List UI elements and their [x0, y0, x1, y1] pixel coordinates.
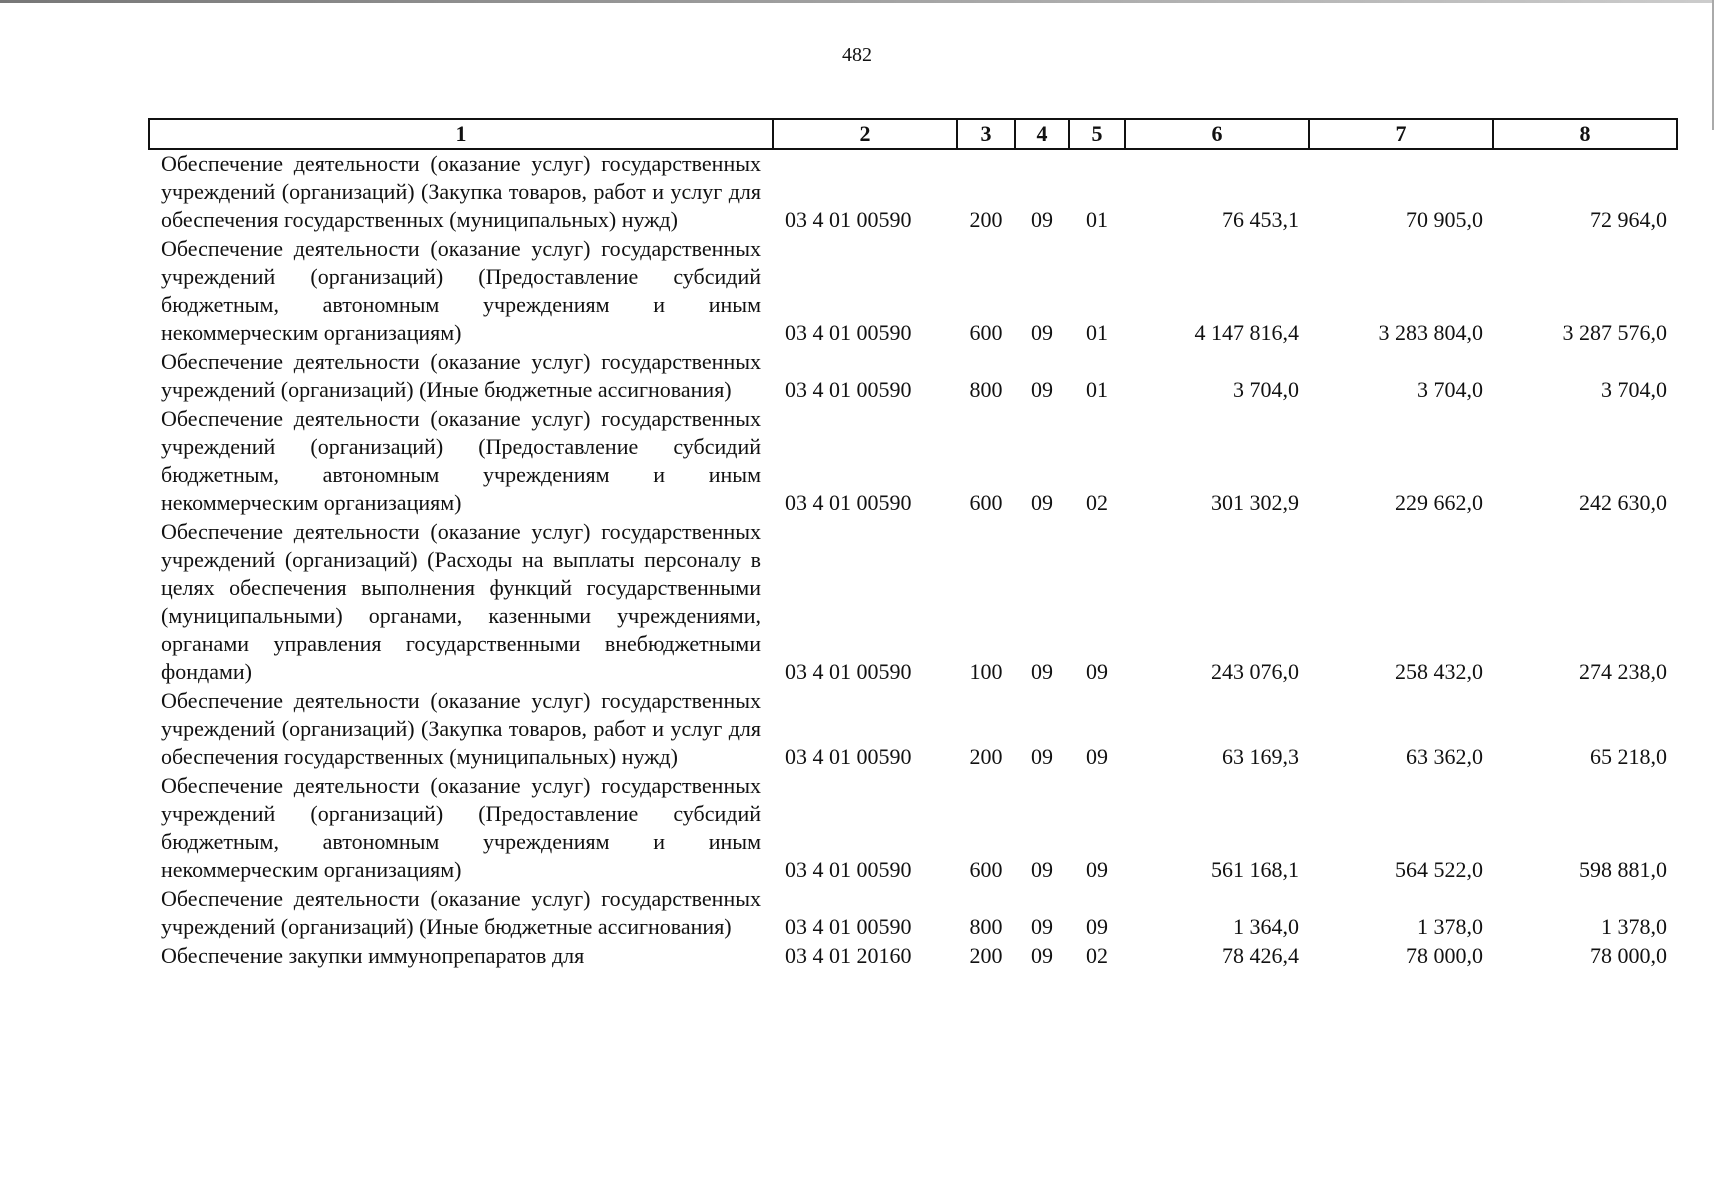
row-col-8: 274 238,0 — [1579, 659, 1667, 684]
header-col-7: 7 — [1309, 119, 1493, 149]
row-description: Обеспечение деятельности (оказание услуг) государственных учреждений (организаций) (Предоставление субсидий бюджетным, автономным учреждениям и иным некоммерческим организациям) — [161, 406, 761, 515]
row-col-3: 800 — [969, 914, 1003, 939]
header-col-5: 5 — [1069, 119, 1125, 149]
row-col-7: 258 432,0 — [1395, 659, 1483, 684]
row-col-8: 72 964,0 — [1590, 207, 1667, 232]
row-col-4: 09 — [1031, 744, 1053, 769]
header-col-8: 8 — [1493, 119, 1677, 149]
row-col-8: 242 630,0 — [1579, 490, 1667, 515]
row-col-7: 3 704,0 — [1417, 377, 1483, 402]
row-description: Обеспечение деятельности (оказание услуг) государственных учреждений (организаций) (Предоставление субсидий бюджетным, автономным учреждениям и иным некоммерческим организациям) — [161, 773, 761, 882]
row-col-8: 598 881,0 — [1579, 857, 1667, 882]
row-col-6: 1 364,0 — [1233, 914, 1299, 939]
row-col-5: 09 — [1086, 857, 1108, 882]
row-description: Обеспечение деятельности (оказание услуг) государственных учреждений (организаций) (Предоставление субсидий бюджетным, автономным учреждениям и иным некоммерческим организациям) — [161, 236, 761, 345]
row-col-4: 09 — [1031, 914, 1053, 939]
row-col-3: 600 — [969, 857, 1003, 882]
row-col-8: 1 378,0 — [1601, 914, 1667, 939]
row-code: 03 4 01 00590 — [785, 207, 912, 232]
row-col-6: 3 704,0 — [1233, 377, 1299, 402]
row-col-8: 3 704,0 — [1601, 377, 1667, 402]
row-code: 03 4 01 00590 — [785, 490, 912, 515]
row-col-7: 229 662,0 — [1395, 490, 1483, 515]
row-col-4: 09 — [1031, 943, 1053, 968]
row-col-4: 09 — [1031, 207, 1053, 232]
row-col-5: 09 — [1086, 744, 1108, 769]
row-col-3: 600 — [969, 490, 1003, 515]
row-col-4: 09 — [1031, 857, 1053, 882]
header-col-2: 2 — [773, 119, 957, 149]
row-description: Обеспечение деятельности (оказание услуг) государственных учреждений (организаций) (Иные бюджетные ассигнования) — [161, 349, 761, 402]
row-col-6: 4 147 816,4 — [1194, 320, 1299, 345]
row-col-4: 09 — [1031, 377, 1053, 402]
row-code: 03 4 01 00590 — [785, 914, 912, 939]
row-code: 03 4 01 00590 — [785, 744, 912, 769]
row-col-3: 200 — [969, 943, 1003, 968]
row-col-6: 76 453,1 — [1222, 207, 1299, 232]
row-col-5: 01 — [1086, 377, 1108, 402]
row-description: Обеспечение деятельности (оказание услуг) государственных учреждений (организаций) (Закупка товаров, работ и услуг для обеспечения государственных (муниципальных) нужд) — [161, 151, 761, 232]
row-description: Обеспечение закупки иммунопрепаратов для — [161, 943, 585, 968]
row-code: 03 4 01 00590 — [785, 659, 912, 684]
row-col-3: 200 — [969, 207, 1003, 232]
table-row — [149, 235, 1677, 348]
row-col-6: 243 076,0 — [1211, 659, 1299, 684]
row-code: 03 4 01 00590 — [785, 377, 912, 402]
row-code: 03 4 01 00590 — [785, 320, 912, 345]
table-row — [149, 942, 1677, 971]
header-col-6: 6 — [1125, 119, 1309, 149]
row-col-6: 301 302,9 — [1211, 490, 1299, 515]
row-col-3: 600 — [969, 320, 1003, 345]
page-number: 482 — [842, 44, 872, 66]
table-row — [149, 149, 1677, 235]
row-col-7: 1 378,0 — [1417, 914, 1483, 939]
table-row — [149, 348, 1677, 405]
row-description: Обеспечение деятельности (оказание услуг) государственных учреждений (организаций) (Иные бюджетные ассигнования) — [161, 886, 761, 939]
scan-edge — [0, 0, 1714, 3]
table-row — [149, 885, 1677, 942]
table-row — [149, 405, 1677, 518]
row-col-4: 09 — [1031, 320, 1053, 345]
row-col-3: 200 — [969, 744, 1003, 769]
row-col-6: 78 426,4 — [1222, 943, 1299, 968]
row-col-7: 3 283 804,0 — [1378, 320, 1483, 345]
row-col-6: 63 169,3 — [1222, 744, 1299, 769]
row-description: Обеспечение деятельности (оказание услуг) государственных учреждений (организаций) (Расходы на выплаты персоналу в целях обеспечения выполнения функций государственными (муниципальными) органами, казенными учреждениями, органами управления государственными внебюджетными фондами) — [161, 519, 761, 684]
row-col-5: 09 — [1086, 914, 1108, 939]
budget-table — [148, 118, 1678, 971]
row-col-4: 09 — [1031, 490, 1053, 515]
row-code: 03 4 01 20160 — [785, 943, 912, 968]
row-col-4: 09 — [1031, 659, 1053, 684]
row-col-5: 02 — [1086, 490, 1108, 515]
header-col-1: 1 — [149, 119, 773, 149]
row-code: 03 4 01 00590 — [785, 857, 912, 882]
header-col-3: 3 — [957, 119, 1015, 149]
header-col-4: 4 — [1015, 119, 1069, 149]
row-col-8: 65 218,0 — [1590, 744, 1667, 769]
row-col-7: 78 000,0 — [1406, 943, 1483, 968]
row-col-6: 561 168,1 — [1211, 857, 1299, 882]
row-col-5: 01 — [1086, 207, 1108, 232]
row-col-5: 09 — [1086, 659, 1108, 684]
header-row — [149, 119, 1677, 149]
row-col-7: 70 905,0 — [1406, 207, 1483, 232]
row-col-3: 100 — [969, 659, 1003, 684]
row-col-5: 02 — [1086, 943, 1108, 968]
row-col-7: 63 362,0 — [1406, 744, 1483, 769]
table-row — [149, 518, 1677, 687]
row-col-7: 564 522,0 — [1395, 857, 1483, 882]
table-row — [149, 772, 1677, 885]
row-col-3: 800 — [969, 377, 1003, 402]
row-col-5: 01 — [1086, 320, 1108, 345]
row-col-8: 3 287 576,0 — [1562, 320, 1667, 345]
row-col-8: 78 000,0 — [1590, 943, 1667, 968]
row-description: Обеспечение деятельности (оказание услуг) государственных учреждений (организаций) (Закупка товаров, работ и услуг для обеспечения государственных (муниципальных) нужд) — [161, 688, 761, 769]
table-row — [149, 687, 1677, 772]
